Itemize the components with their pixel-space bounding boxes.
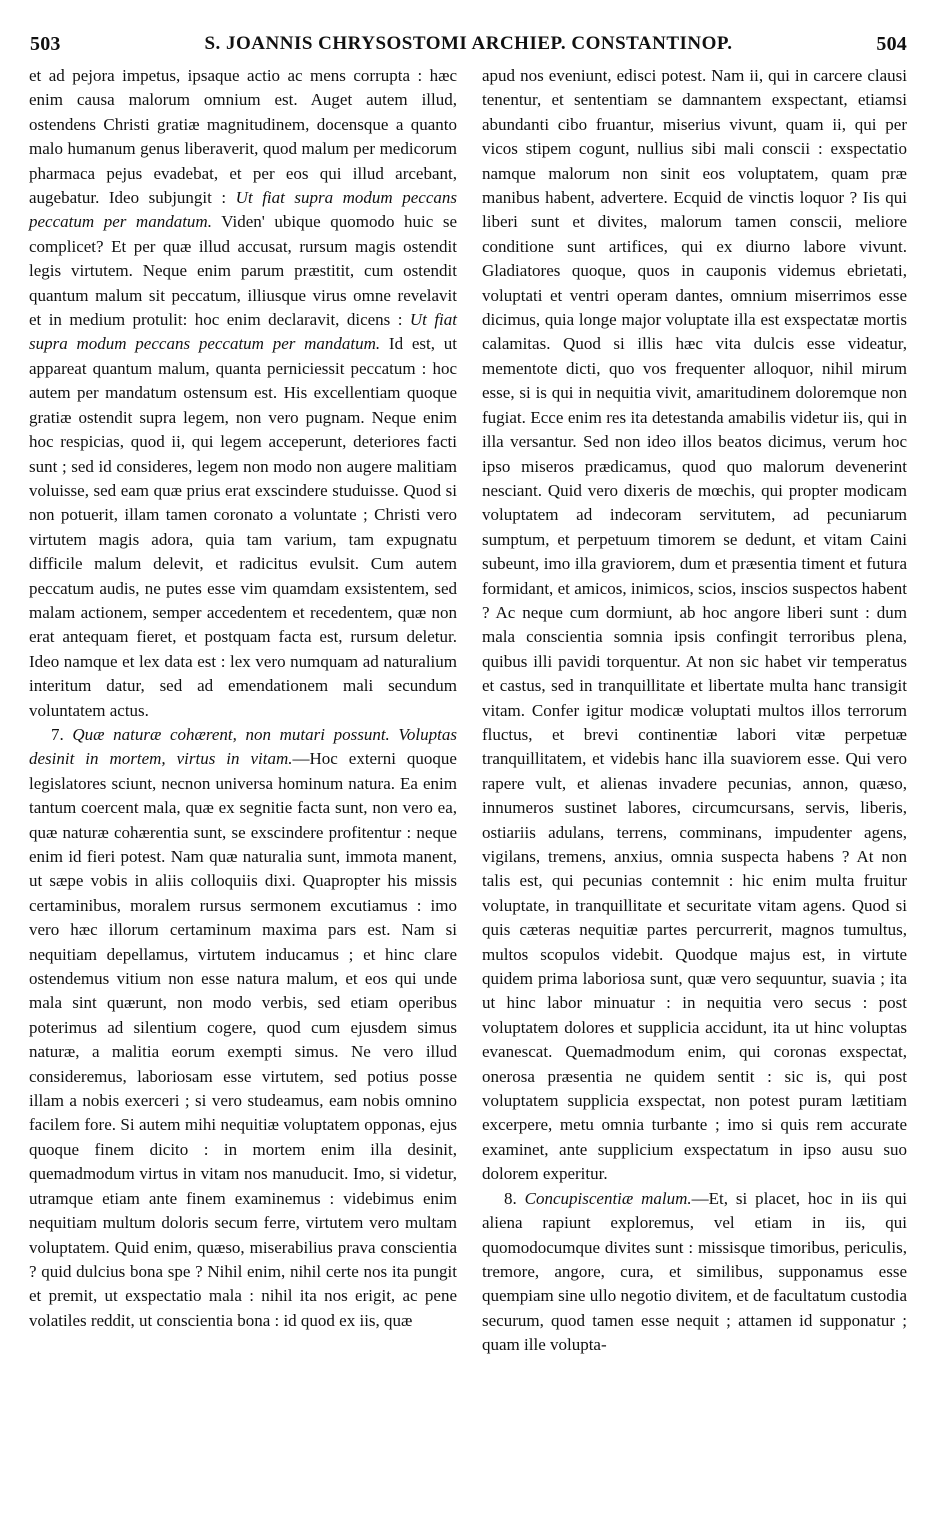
text-run: 7. xyxy=(51,724,73,744)
paragraph xyxy=(482,64,907,1187)
italic-text: Quæ naturæ cohærent, non mutari possunt. Voluptas desinit in mortem, virtus in vitam. xyxy=(29,724,457,769)
right-text-column xyxy=(482,64,907,1358)
text-run: Viden' ubique quomodo huic se complicet? Et per quæ illud accusat, rursum magis ostendit legis virtutem. Neque enim parum præstitit, cum ostendit quantum malum sit peccatum, illiusque virus omne revelavit et in medium protulit: hoc enim declaravit, dicens : xyxy=(29,212,458,330)
text-run: Id est, ut appareat quantum malum, quanta perniciessit peccatum : hoc autem per mandatum ostensum est. His excellentiam quoque gratiæ ostendit supra legem, non vero pugnam. Neque enim hoc respicias, quod ii, qui legem acceperunt, deteriores facti sunt ; sed id consideres, legem non modo non augere malitiam voluisse, sed eam quæ prius erat exscindere studuisse. Quod si non potuerit, illam tamen coronato a voluntate ; Christi vero virtutem magis adora, quia tam varium, tam expugnatu difficile malum delevit, et radicitus evulsit. Cum autem peccatum audis, ne putes esse vim quamdam exsistentem, sed malam actionem, semper accedentem et recedentem, quæ non erat antequam fieret, et postquam facta est, rursum deletur. Ideo namque et lex data est : lex vero numquam ad naturalium interitum datur, sed ad emendationem mali secundum voluntatem actus. xyxy=(29,334,457,720)
running-title: S. JOANNIS CHRYSOSTOMI ARCHIEP. CONSTANTINOP. xyxy=(204,33,733,54)
italic-text: Concupiscentiæ malum. xyxy=(524,1188,692,1208)
text-run: —Et, si placet, hoc in iis qui aliena rapiunt exploremus, vel etiam in iis, qui quomodocumque divites sunt : missisque timoribus, periculis, tremore, angore, cura, et similibus, supponamus esse quempiam sine ullo negotio divitem, et de facultatum custodia securum, quod tamen esse nequit ; attamen id supponatur ; quam ille volupta- xyxy=(482,1188,908,1355)
text-run: 8. xyxy=(504,1188,525,1208)
text-run: apud nos eveniunt, edisci potest. Nam ii, qui in carcere clausi tenentur, et sententiam se damnantem exspectant, etiamsi abundanti cibo fruantur, miserius vivunt, quam ii, qui per vicos stipem cogunt, nullius sibi mali conscii : exspectatio namque malorum non sinit eos voluptatem, quam præ manibus habent, advertere. Ecquid de vinctis loquor ? Iis qui liberi sunt et divites, malorum tamen conscii, meliore conditione sunt artifices, qui ex diurno labore vivunt. Gladiatores quoque, quos in cauponis videmus ebrietati, voluptati et ventri operam dantes, omnium miserrimos esse dicimus, quia longe major voluptate illa est exspectatæ mortis calamitas. Quod si illis hæc vita dulcis esse videatur, mementote dicti, quo vos frequenter alloquor, nihil mirum esse, si is qui in nequitia vivit, amaritudinem doloremque non fugiat. Ecce enim res ita detestanda amabilis videtur iis, qui in illa versantur. Sed non ideo illos beatos dicimus, verum hoc ipso miseros prædicamus, quod quo malorum devenerint nesciant. Quid vero dixeris de mœchis, qui propter modicam voluptatem ad indecoram servitutem, ad pecuniarum sumptum, et perpetuum timorem se dedunt, et vitam Caini subeunt, imo illa graviorem, dum et præsentia timent et futura formidant, et amicos, inimicos, scios, inscios suspectos habent ? Ac neque cum dormiunt, ab hoc angore liberi sunt : dum mala conscientia somnia ipsis confingit terroribus plena, quibus illi pavidi torquentur. At non sic habet vir temperatus et castus, sed in tranquillitate et libertate multa hanc transigit vitam. Confer igitur modicæ voluptati multos illos terrorum fluctus, et brevi continentiæ labori vitæ perpetuæ tranquillitatem, et videbis hanc illa suaviorem esse. Qui vero rapere vult, et alienas invadere pecunias, annon, quæso, innumeros sustinet labores, circumcursans, servis, liberis, ostiariis adulans, terrens, comminans, impudenter agens, vigilans, tremens, anxius, omnia suspecta habens ? At non talis est, qui pecunias contemnit : hic enim multa fruitur voluptate, in tranquillitate et securitate vitam agens. Quod si quis cæteras nequitiæ partes percurrerit, magnos tumultus, multos scopulos videbit. Quodque majus est, in virtute quidem prima laboriosa sunt, quæ vero sequuntur, suavia ; ita ut hinc labor minuatur : in nequitia vero secus : post voluptatem dolores et supplicia accidunt, ita ut hinc voluptas evanescat. Quemadmodum enim, qui coronas exspectat, onerosa præsentia ne quidem sentit : sic is, qui post voluptatem supplicia exspectat, non potest puram lætitiam excerpere, metu omnia turbante ; imo si quis rem accurate examinet, ante supplicium exspectatum in ipso ausu suo dolorem experitur. xyxy=(482,66,907,1184)
running-header xyxy=(30,32,907,56)
right-page-number: 504 xyxy=(876,32,907,55)
text-run: —Hoc externi quoque legislatores sciunt, necnon universa hominum natura. Ea enim tantum coercent mala, quæ ex segnitie facta sunt, non vero ea, quæ naturæ cohærentia sunt, se exscindere profitentur : neque enim id fieri potest. Nam quæ naturalia sunt, immota manent, ut sæpe vobis in aliis colloquiis dixi. Quapropter his missis certaminibus, moralem rursus sermonem excutiamus : imo vero hæc illorum certaminum maxima pars est. Nam si nequitiam depellamus, virtutem inducamus ; et hinc clare ostendemus vitium non esse natura malum, et eos qui unde mala sint quærunt, non modo verbis, sed etiam operibus poterimus ad silentium cogere, quod cum ejusdem simus naturæ, a malitia eorum exempti simus. Ne vero illud consideremus, laboriosam esse virtutem, sed potius posse illam a nobis exerceri ; si vero studeamus, eam nobis omnino facilem fore. Si autem mihi nequitiæ voluptatem opponas, ejus quoque finem dicito : in mortem enim illa desinit, quemadmodum virtus in vitam nos manuducit. Imo, si videtur, utramque etiam ante finem examinemus : videbimus enim nequitiam multum doloris secum ferre, virtutem vero multam voluptatem. Quid enim, quæso, miserabilius prava conscientia ? quid dulcius bona spe ? Nihil enim, nihil certe nos ita pungit et premit, ut exspectatio mala : nihil ita nos erigit, ac pene volatiles reddit, ut conscientia bona : id quod ex iis, quæ xyxy=(29,749,457,1330)
text-run: et ad pejora impetus, ipsaque actio ac mens corrupta : hæc enim causa malorum omnium est. Auget autem illud, ostendens Christi gratiæ magnitudinem, docensque a quanto malo humanum genus liberaverit, quod malum per medicorum pharmaca pejus evadebat, et per eos qui illud arcebant, augebatur. Ideo subjungit : xyxy=(29,66,457,208)
italic-text: Ut fiat supra modum peccans peccatum per mandatum. xyxy=(29,188,457,232)
paragraph xyxy=(29,723,457,1333)
paragraph xyxy=(482,1187,907,1358)
italic-text: Ut fiat supra modum peccans peccatum per mandatum. xyxy=(29,310,457,354)
paragraph xyxy=(29,64,457,723)
left-page-number: 503 xyxy=(30,32,61,55)
left-text-column xyxy=(29,64,457,1333)
